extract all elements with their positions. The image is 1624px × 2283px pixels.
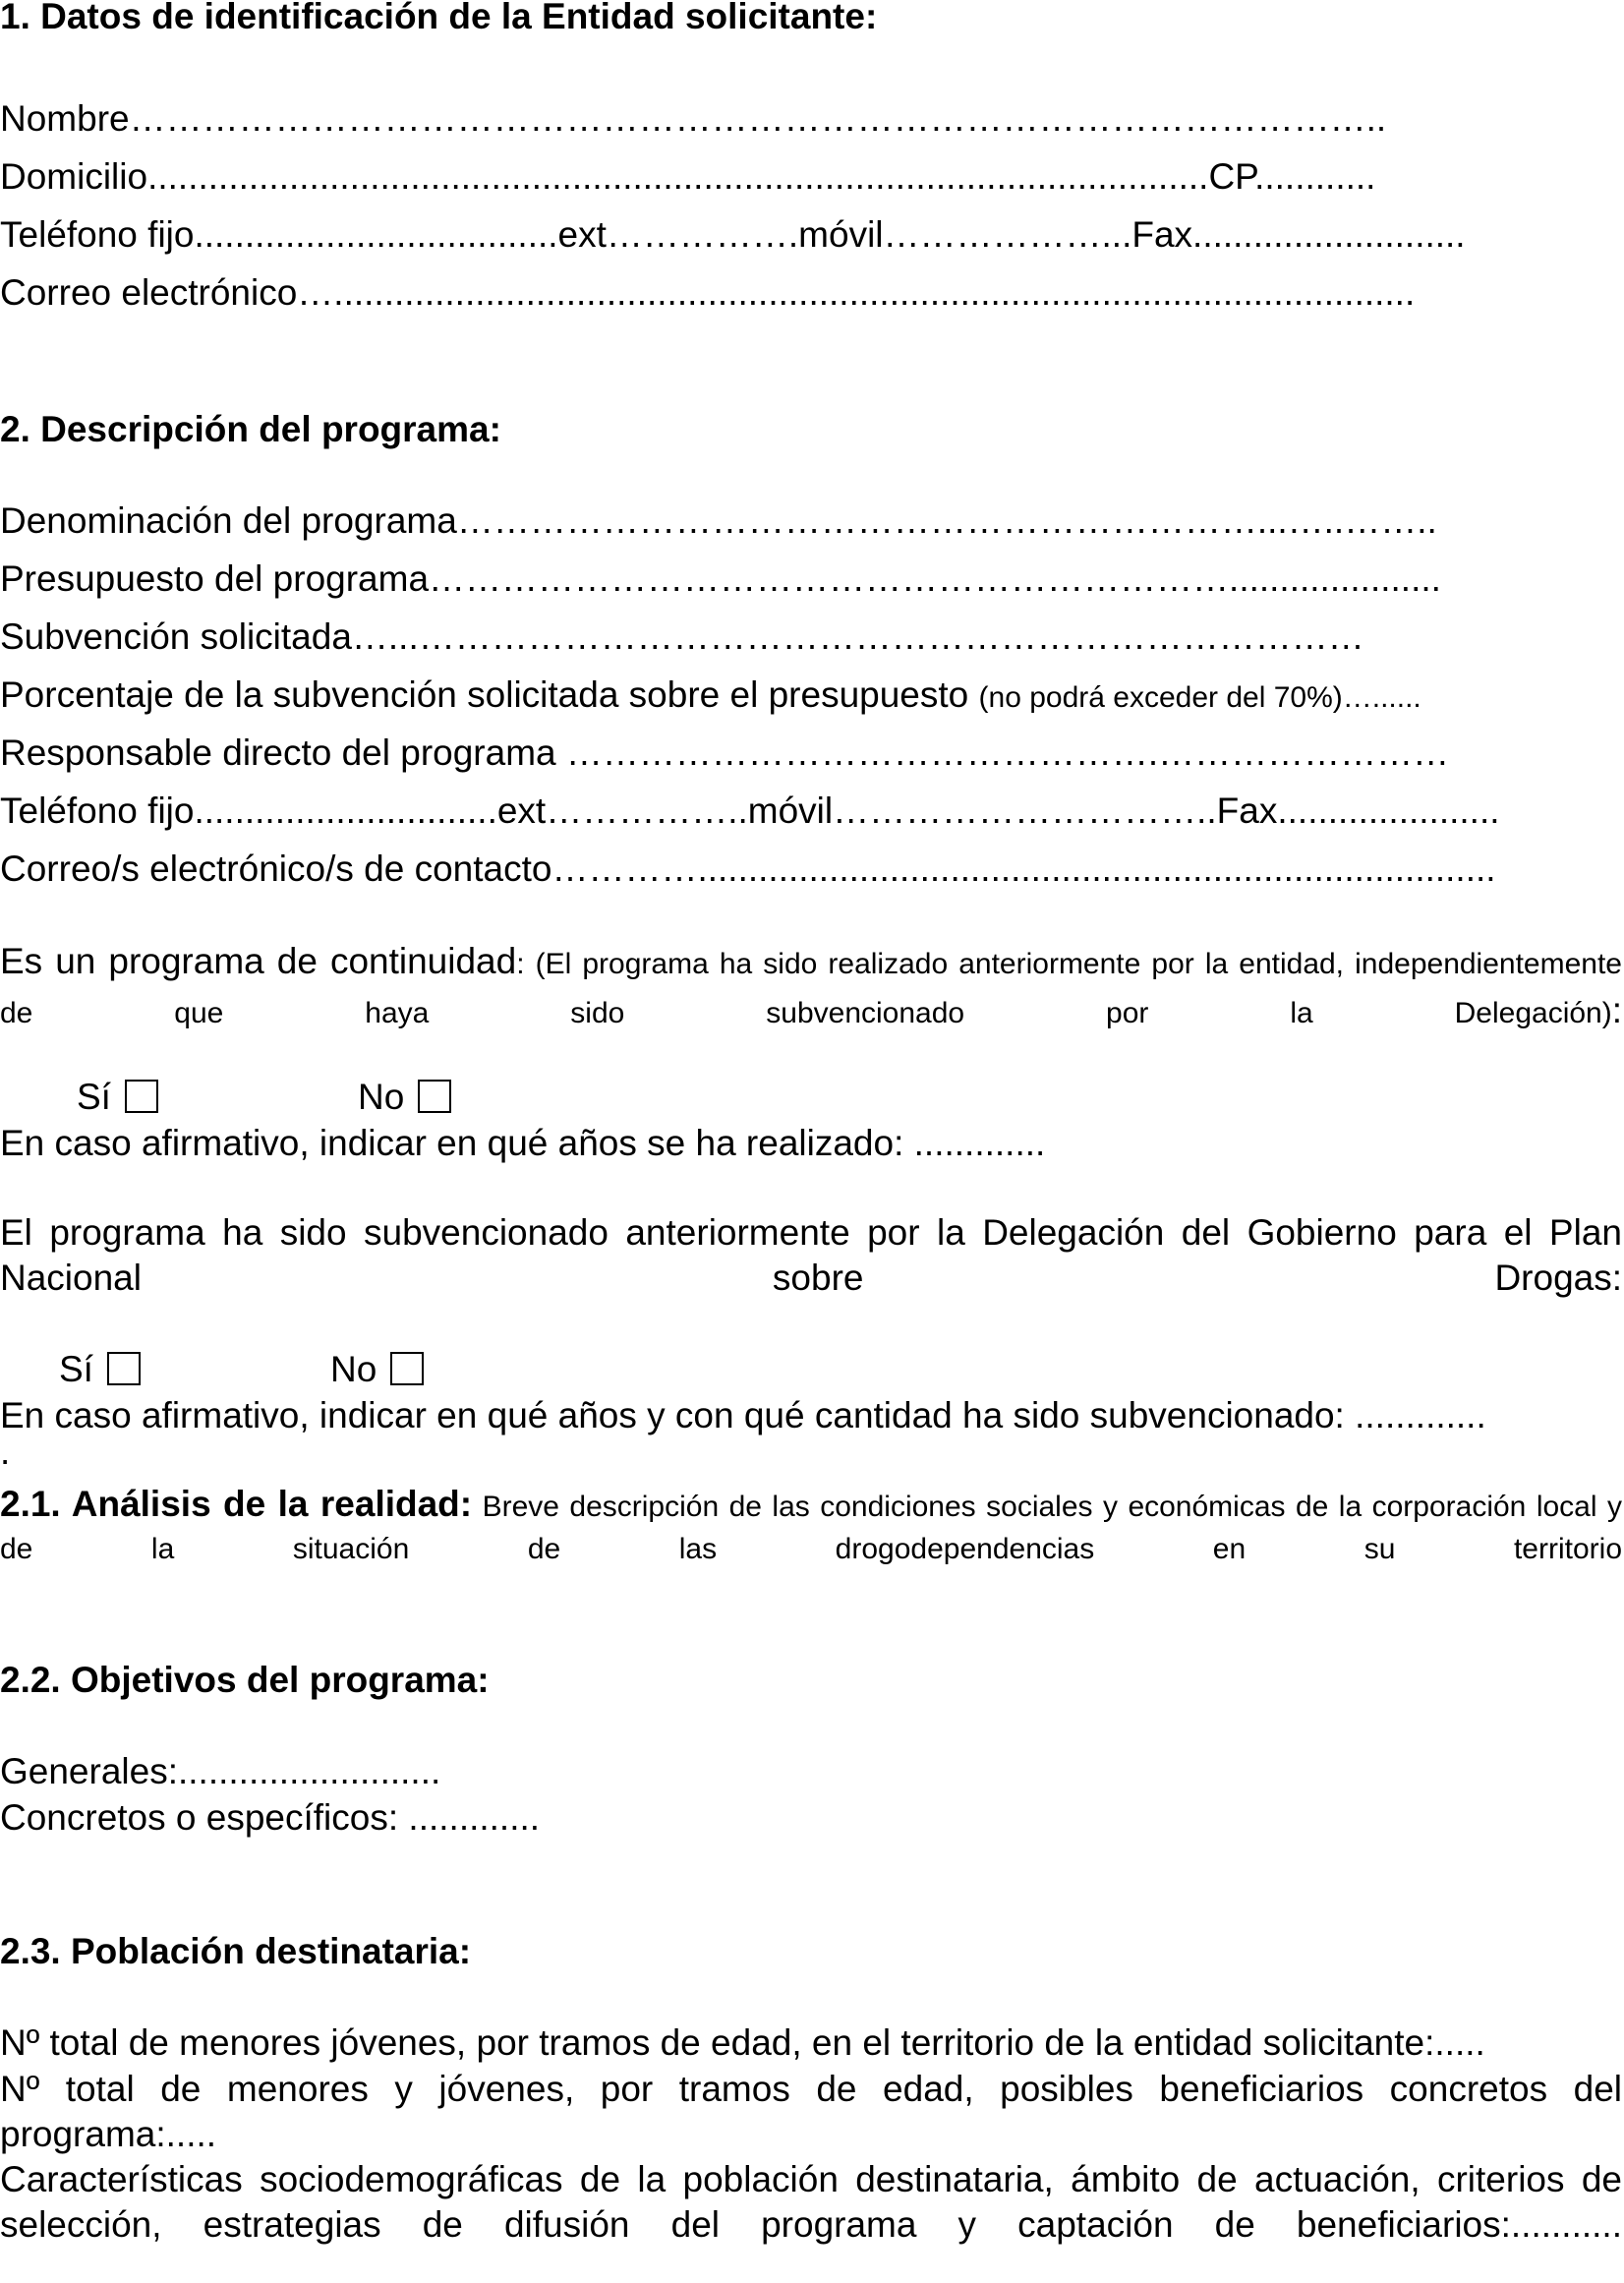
correo-programa-field[interactable]: Correo/s electrónico/s de contacto…………...............................................................................: [0, 849, 1496, 889]
section-2-1-heading: 2.1. Análisis de la realidad:: [0, 1485, 473, 1524]
continuidad-si-option[interactable]: [77, 1075, 158, 1120]
continuidad-question: [0, 938, 1622, 1036]
analisis-paragraph: [0, 1485, 1622, 1569]
subvencionado-years-field[interactable]: En caso afirmativo, indicar en qué años y con qué cantidad ha sido subvencionado: .............: [0, 1395, 1486, 1435]
section-2-heading: 2. Descripción del programa:: [0, 409, 501, 449]
section-2-2-heading: 2.2. Objetivos del programa:: [0, 1660, 490, 1700]
objetivos-concretos-field[interactable]: Concretos o específicos: .............: [0, 1797, 541, 1838]
subvencionado-si-option[interactable]: [59, 1347, 141, 1392]
total-beneficiarios-field[interactable]: Nº total de menores y jóvenes, por tramos de edad, posibles beneficiarios concretos del programa:.....: [0, 2069, 1622, 2154]
telefono-programa-field[interactable]: Teléfono fijo..............................ext……………..móvil…………………………..Fax......................: [0, 790, 1500, 831]
presupuesto-field[interactable]: Presupuesto del programa………………………………………………………….....................: [0, 558, 1441, 599]
subvencionado-question: El programa ha sido subvencionado anteriormente por la Delegación del Gobierno para el Plan Nacional sobre Drogas:: [0, 1212, 1622, 1298]
objetivos-generales-field[interactable]: Generales:..........................: [0, 1751, 441, 1791]
subvencion-field[interactable]: Subvención solicitada…...……………………………………………………………………: [0, 616, 1364, 657]
correo-entidad-field[interactable]: Correo electrónico…...........................................................................................................: [0, 272, 1416, 313]
denominacion-field[interactable]: Denominación del programa…………………………………………………………...…..……..: [0, 500, 1437, 541]
continuidad-no-option[interactable]: [358, 1075, 451, 1120]
section-2-3-heading: 2.3. Población destinataria:: [0, 1931, 472, 1971]
subvencionado-si-label: Sí: [59, 1349, 93, 1389]
responsable-field[interactable]: Responsable directo del programa ………………………………………….……………………: [0, 732, 1450, 773]
subvencionado-options: [0, 1347, 590, 1392]
subvencionado-no-option[interactable]: [330, 1347, 424, 1392]
porcentaje-field[interactable]: [0, 673, 1622, 721]
subvencionado-no-label: No: [330, 1349, 377, 1389]
continuidad-years-field[interactable]: En caso afirmativo, indicar en qué años se ha realizado: .............: [0, 1123, 1046, 1163]
stray-dot: .: [0, 1432, 11, 1472]
continuidad-si-label: Sí: [77, 1077, 111, 1117]
section-1-heading: 1. Datos de identificación de la Entidad solicitante:: [0, 0, 878, 36]
continuidad-no-label: No: [358, 1077, 405, 1117]
total-territorio-field[interactable]: Nº total de menores jóvenes, por tramos de edad, en el territorio de la entidad solicitante:.....: [0, 2022, 1485, 2063]
continuidad-note: : (El programa ha sido realizado anteriormente por la entidad, independientemente de que haya sido subvencionado por la Delegación): [0, 948, 1622, 1029]
porcentaje-note: (no podrá exceder del 70%)…......: [978, 681, 1421, 714]
continuidad-si-checkbox[interactable]: [125, 1080, 158, 1113]
subvencionado-si-checkbox[interactable]: [107, 1352, 141, 1385]
analisis-description: Breve descripción de las condiciones sociales y económicas de la corporación local y de la situación de las drogodependencias en su territorio: [0, 1491, 1622, 1565]
subvencionado-no-checkbox[interactable]: [390, 1352, 424, 1385]
continuidad-options: [0, 1075, 590, 1120]
domicilio-field[interactable]: Domicilio.........................................................................................................CP............: [0, 156, 1376, 197]
caracteristicas-field[interactable]: Características sociodemográficas de la población destinataria, ámbito de actuación, criterios de selección, estrategias de difusión del programa y captación de beneficiarios:...........: [0, 2159, 1622, 2245]
continuidad-colon: :: [1611, 990, 1622, 1030]
continuidad-label: Es un programa de continuidad: [0, 941, 517, 981]
nombre-field[interactable]: Nombre…………………………………………………………………………………………..: [0, 98, 1387, 139]
continuidad-no-checkbox[interactable]: [418, 1080, 451, 1113]
telefono-entidad-field[interactable]: Teléfono fijo....................................ext…………….móvil………………...Fax...........................: [0, 214, 1466, 255]
porcentaje-label: Porcentaje de la subvención solicitada sobre el presupuesto: [0, 674, 969, 715]
